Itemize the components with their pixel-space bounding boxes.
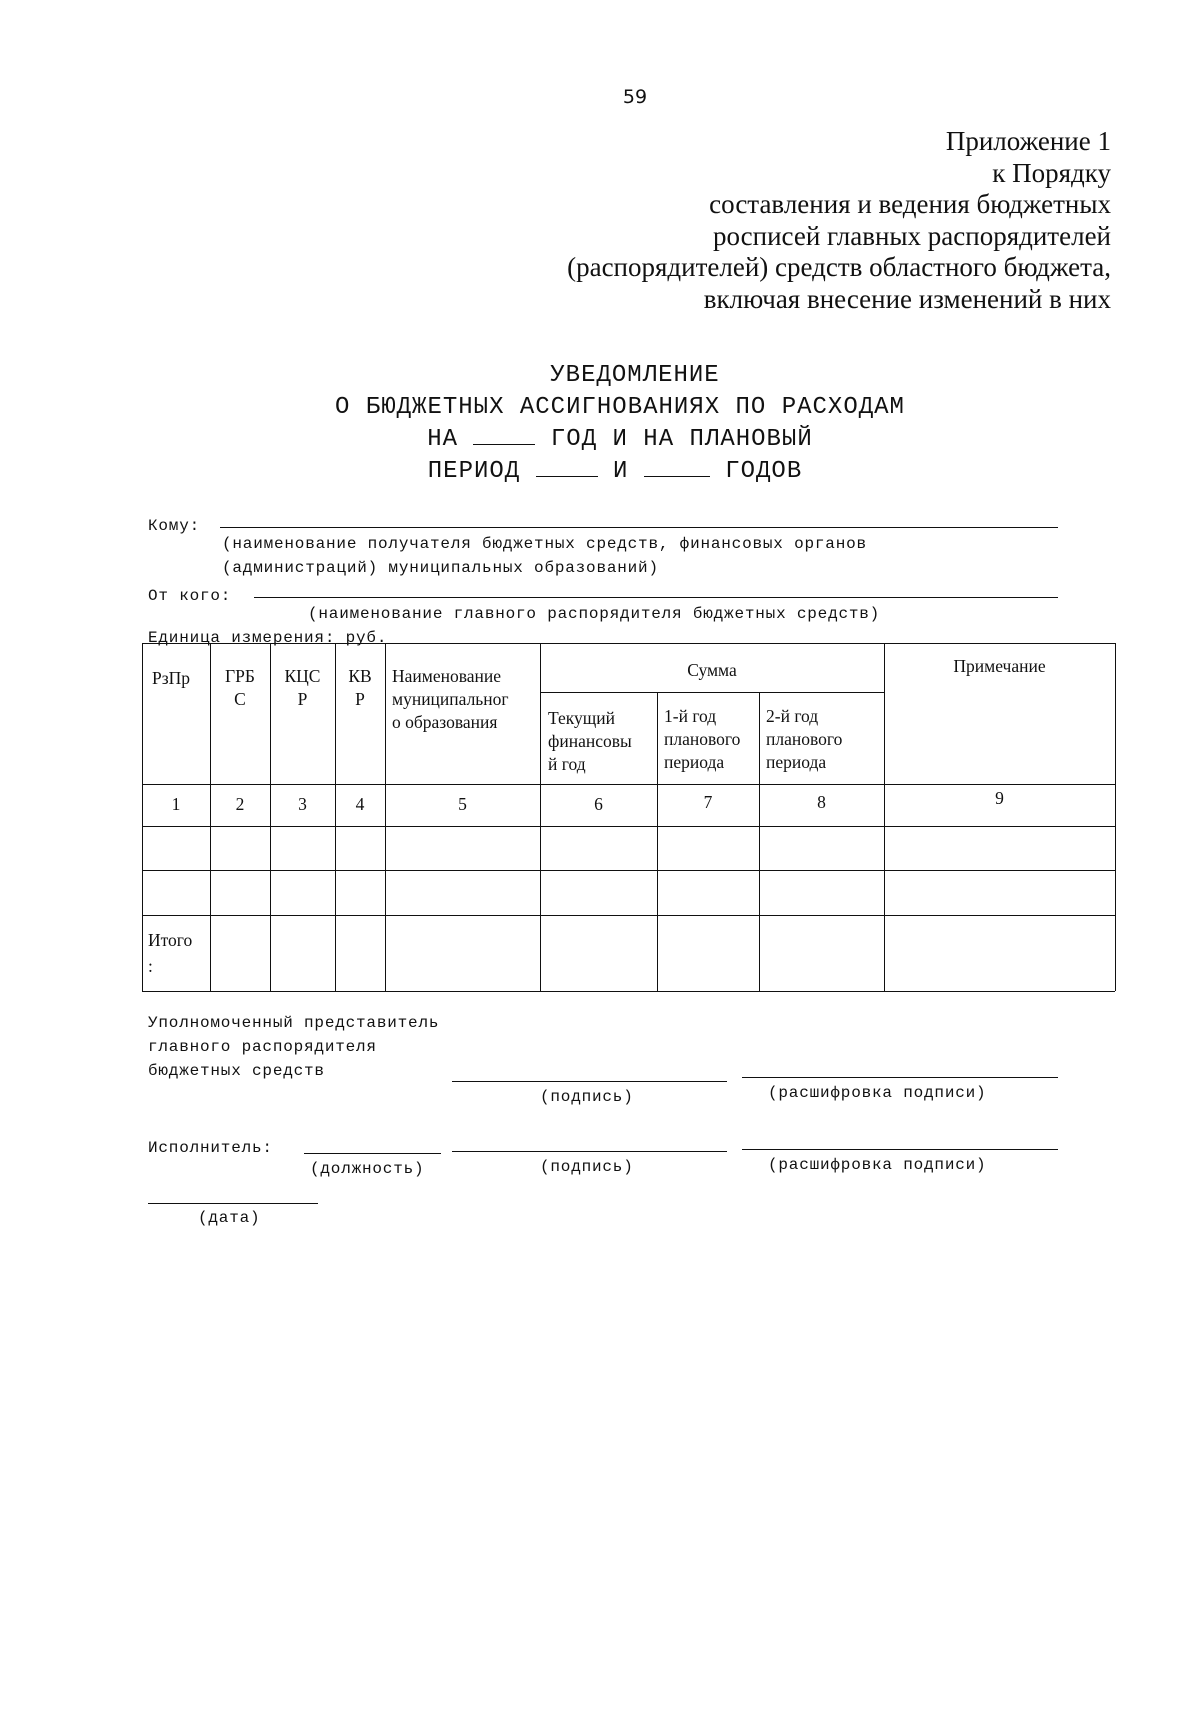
column-number: 6 [594,794,603,814]
column-number: 2 [235,794,245,814]
notice-line-1: УВЕДОМЛЕНИЕ [550,362,720,389]
col-divider [657,692,658,991]
col-divider [385,643,386,991]
appendix-line: (распорядителей) средств областного бюджета, [567,252,1111,282]
year-blank[interactable] [536,475,598,477]
table-border-left [142,643,143,991]
notice-line-4: ПЕРИОД И ГОДОВ [427,458,803,485]
notice-title [0,360,1200,488]
header-current-year: Текущий финансовы й год [548,708,632,774]
position-hint: (должность) [310,1160,425,1178]
total-label: Итого : [148,930,193,976]
rep-label: главного распорядителя [148,1038,377,1056]
column-number: 8 [817,792,826,812]
to-hint: (администраций) муниципальных образований) [222,559,659,577]
decode-hint: (расшифровка подписи) [768,1084,987,1102]
column-number: 4 [355,794,365,814]
column-number: 5 [458,794,467,814]
col-divider [759,692,760,991]
from-field-line[interactable] [254,597,1058,598]
signature-hint: (подпись) [540,1158,634,1176]
date-hint: (дата) [198,1209,261,1227]
header-kvr: КВ Р [348,666,372,709]
date-line[interactable] [148,1203,318,1204]
year-blank[interactable] [644,475,710,477]
signature-line[interactable] [452,1151,727,1152]
appropriations-table [142,643,1115,991]
rep-label: Уполномоченный представитель [148,1014,440,1032]
row-divider [142,915,1115,916]
appendix-line: включая внесение изменений в них [703,283,1111,314]
sum-subheader-divider [540,692,884,693]
column-number: 7 [703,792,713,812]
appendix-line: росписей главных распорядителей [712,220,1111,251]
decode-line[interactable] [742,1077,1058,1078]
header-rzpr: РзПр [152,668,191,688]
to-label: Кому: [148,517,201,535]
page-number: 59 [622,86,648,108]
row-divider [142,870,1115,871]
column-number: 1 [171,794,181,814]
header-grbs: ГРБ С [225,666,255,709]
decode-hint: (расшифровка подписи) [768,1156,987,1174]
to-hint: (наименование получателя бюджетных средств, финансовых органов [222,535,867,553]
appendix-header [567,126,1111,315]
header-plan-year-1: 1-й год планового периода [664,706,741,772]
notice-line-3: НА ГОД И НА ПЛАНОВЫЙ [427,426,813,453]
appendix-line: Приложение 1 [945,126,1111,156]
signature-hint: (подпись) [540,1088,634,1106]
rep-label: бюджетных средств [148,1062,325,1080]
year-blank[interactable] [473,443,535,445]
column-number: 9 [995,788,1004,808]
to-field-line[interactable] [220,527,1058,528]
appendix-line: составления и ведения бюджетных [709,189,1111,219]
position-line[interactable] [304,1153,441,1154]
appendix-line: к Порядку [992,157,1111,188]
from-label: От кого: [148,587,232,605]
notice-line-2: О БЮДЖЕТНЫХ АССИГНОВАНИЯХ ПО РАСХОДАМ [335,394,905,421]
signature-line[interactable] [452,1081,727,1082]
from-hint: (наименование главного распорядителя бюджетных средств) [308,605,881,623]
table-border-bottom [142,991,1115,992]
unit-label: Единица измерения: руб. [148,629,388,647]
table-border-right [1115,643,1116,991]
header-plan-year-2: 2-й год планового периода [766,706,843,772]
executor-label: Исполнитель: [148,1139,273,1157]
decode-line[interactable] [742,1149,1058,1150]
table-border-top [142,643,1115,644]
col-divider [884,643,885,991]
row-divider [142,826,1115,827]
header-kcsr: КЦС Р [284,666,321,709]
row-divider [142,784,1115,785]
col-divider [540,643,541,991]
header-sum: Сумма [687,660,737,680]
header-municipality: Наименование муниципальног о образования [392,666,509,732]
column-number: 3 [298,794,307,814]
header-note: Примечание [953,656,1046,676]
